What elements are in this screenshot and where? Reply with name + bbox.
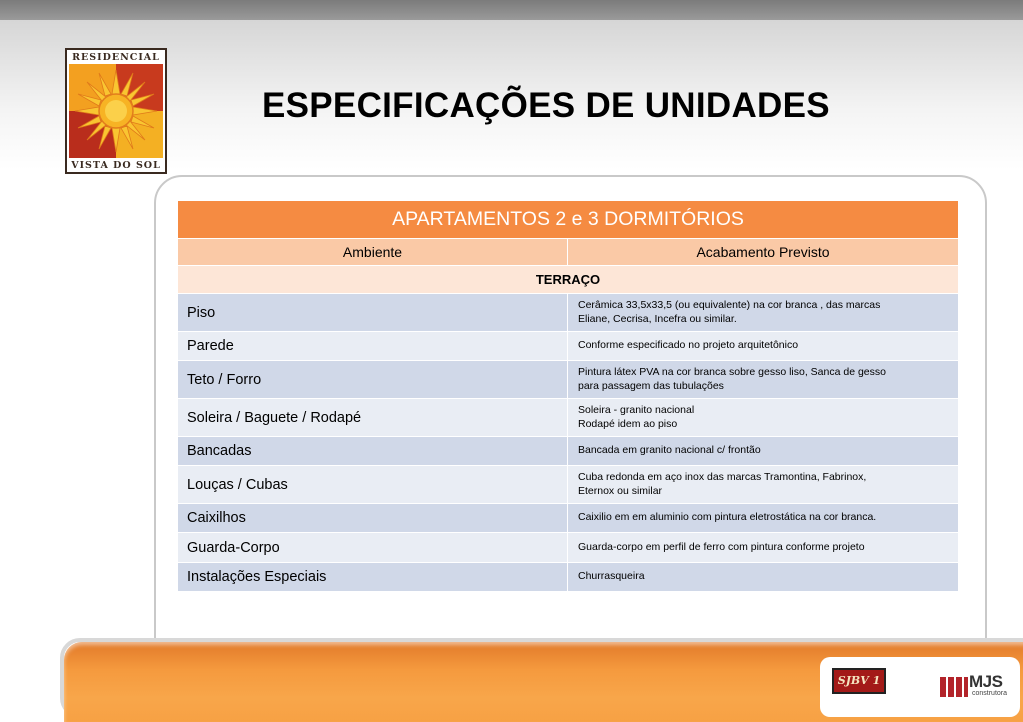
acabamento-cell: Cerâmica 33,5x33,5 (ou equivalente) na cor branca , das marcas Eliane, Cecrisa, Incefra ou similar. — [568, 294, 959, 332]
ambiente-cell: Soleira / Baguete / Rodapé — [178, 399, 568, 437]
ambiente-cell: Instalações Especiais — [178, 563, 568, 592]
acabamento-cell: Conforme especificado no projeto arquitetônico — [568, 332, 959, 361]
acabamento-cell: Caixilio em em aluminio com pintura eletrostática na cor branca. — [568, 504, 959, 533]
logo-top-text: RESIDENCIAL — [72, 52, 160, 63]
table-row — [178, 332, 959, 361]
table-row — [178, 361, 959, 399]
acabamento-cell: Churrasqueira — [568, 563, 959, 592]
residencial-vista-do-sol-logo — [65, 48, 167, 174]
acabamento-cell: Cuba redonda em aço inox das marcas Tramontina, Fabrinox, Eternox ou similar — [568, 466, 959, 504]
table-row — [178, 504, 959, 533]
specifications-table — [177, 200, 959, 592]
column-header-acabamento: Acabamento Previsto — [568, 239, 959, 266]
ambiente-cell: Parede — [178, 332, 568, 361]
sun-icon — [69, 64, 163, 158]
sjbv-logo: SJBV 1 — [832, 668, 886, 694]
acabamento-cell: Pintura látex PVA na cor branca sobre gesso liso, Sanca de gesso para passagem das tubulações — [568, 361, 959, 399]
table-row — [178, 563, 959, 592]
page-title: ESPECIFICAÇÕES DE UNIDADES — [262, 86, 830, 125]
table-header: APARTAMENTOS 2 e 3 DORMITÓRIOS — [178, 201, 959, 239]
table-row — [178, 533, 959, 563]
acabamento-cell: Bancada em granito nacional c/ frontão — [568, 437, 959, 466]
logo-bottom-text: VISTA DO SOL — [71, 160, 161, 171]
mjs-logo: MJS — [969, 672, 1003, 691]
ambiente-cell: Teto / Forro — [178, 361, 568, 399]
table-row — [178, 437, 959, 466]
table-row — [178, 294, 959, 332]
table-row — [178, 399, 959, 437]
ambiente-cell: Bancadas — [178, 437, 568, 466]
ambiente-cell: Piso — [178, 294, 568, 332]
table-row — [178, 466, 959, 504]
section-terraco: TERRAÇO — [178, 266, 959, 294]
mjs-bars-icon — [940, 675, 968, 697]
ambiente-cell: Caixilhos — [178, 504, 568, 533]
ambiente-cell: Guarda-Corpo — [178, 533, 568, 563]
column-header-ambiente: Ambiente — [178, 239, 568, 266]
acabamento-cell: Guarda-corpo em perfil de ferro com pintura conforme projeto — [568, 533, 959, 563]
top-bar — [0, 0, 1023, 20]
ambiente-cell: Louças / Cubas — [178, 466, 568, 504]
mjs-subtitle: construtora — [972, 690, 1008, 697]
acabamento-cell: Soleira - granito nacional Rodapé idem ao piso — [568, 399, 959, 437]
